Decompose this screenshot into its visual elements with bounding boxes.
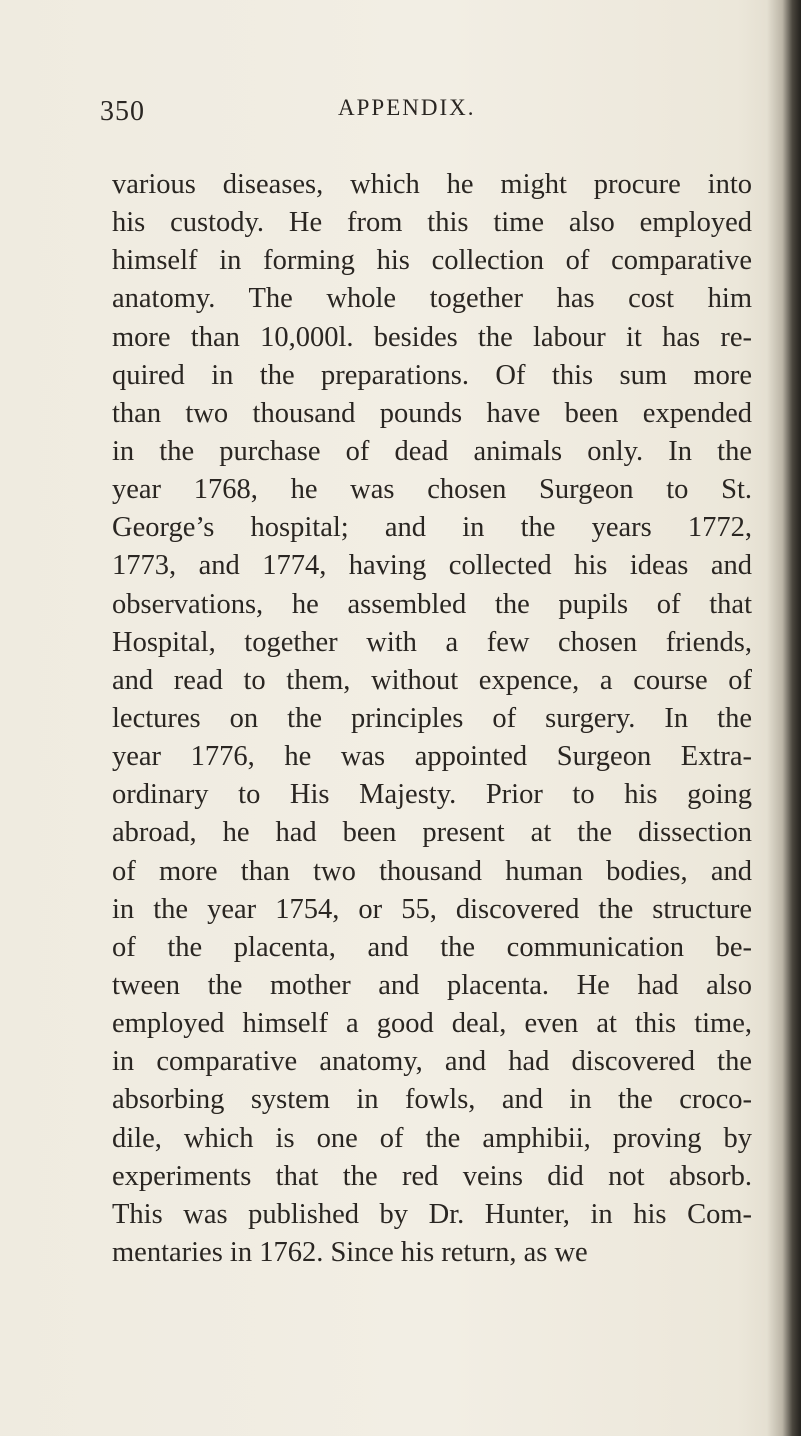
- text-line: in the year 1754, or 55, discovered the structure: [112, 893, 752, 925]
- text-line: his custody. He from this time also employed: [112, 207, 752, 239]
- text-line: himself in forming his collection of comparative: [112, 245, 752, 277]
- text-line: in the purchase of dead animals only. In the: [112, 435, 752, 467]
- text-line: more than 10,000l. besides the labour it has re-: [112, 321, 752, 353]
- text-line: observations, he assembled the pupils of that: [112, 588, 752, 620]
- text-line: than two thousand pounds have been expended: [112, 397, 752, 429]
- page-edge-shadow: [767, 0, 801, 1436]
- text-line: Hospital, together with a few chosen friends,: [112, 626, 752, 658]
- text-line: and read to them, without expence, a course of: [112, 664, 752, 696]
- text-line: anatomy. The whole together has cost him: [112, 283, 752, 315]
- text-line: year 1776, he was appointed Surgeon Extra-: [112, 741, 752, 773]
- running-head: APPENDIX.: [338, 95, 476, 120]
- page-number: 350: [100, 96, 145, 127]
- text-line: quired in the preparations. Of this sum more: [112, 359, 752, 391]
- text-line: tween the mother and placenta. He had also: [112, 969, 752, 1001]
- text-line: experiments that the red veins did not absorb.: [112, 1160, 752, 1192]
- text-line: dile, which is one of the amphibii, proving by: [112, 1122, 752, 1154]
- text-line: abroad, he had been present at the dissection: [112, 817, 752, 849]
- text-line: lectures on the principles of surgery. In the: [112, 702, 752, 734]
- text-line: 1773, and 1774, having collected his ideas and: [112, 550, 752, 582]
- text-line: employed himself a good deal, even at this time,: [112, 1008, 752, 1040]
- text-line: mentaries in 1762. Since his return, as we: [112, 1236, 588, 1268]
- text-line: George’s hospital; and in the years 1772,: [112, 512, 752, 544]
- text-line: in comparative anatomy, and had discovered the: [112, 1046, 752, 1078]
- text-line: year 1768, he was chosen Surgeon to St.: [112, 474, 752, 506]
- text-line: of the placenta, and the communication be-: [112, 931, 752, 963]
- text-line: ordinary to His Majesty. Prior to his going: [112, 779, 752, 811]
- text-line: absorbing system in fowls, and in the croco-: [112, 1084, 752, 1116]
- text-line: This was published by Dr. Hunter, in his Com-: [112, 1198, 752, 1230]
- body-text: [112, 166, 752, 1272]
- text-line: of more than two thousand human bodies, and: [112, 855, 752, 887]
- text-line: various diseases, which he might procure into: [112, 169, 752, 200]
